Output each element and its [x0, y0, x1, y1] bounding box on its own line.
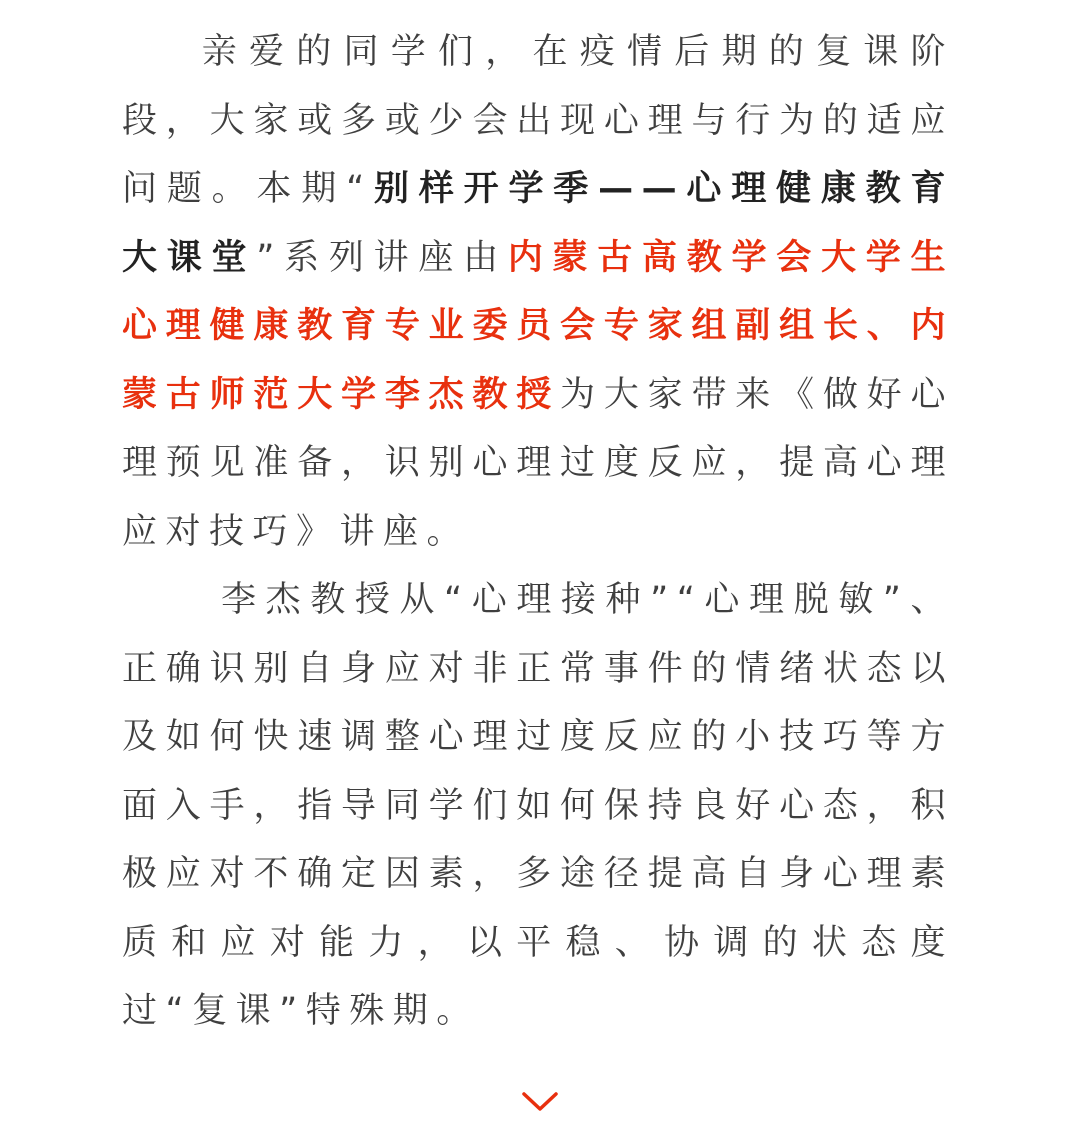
paragraph-intro: [122, 18, 954, 566]
intro-text: 亲爱的同学们，在疫情后期的复课阶段，大家或多或少会出现心理与行为的适应问题。本期“: [122, 32, 954, 209]
chevron-down-icon[interactable]: [521, 1089, 559, 1115]
article-body: [122, 18, 954, 1046]
series-name: 别样开学季——心理健康教育大课堂: [122, 169, 954, 278]
series-suffix-text: ”系列讲座由: [256, 237, 508, 278]
lecture-title-text: 为大家带来《做好心理预见准备，识别心理过度反应，提高心理应对技巧》讲座。: [122, 374, 954, 552]
content-text: 李杰教授从“心理接种”“心理脱敏”、正确识别自身应对非正常事件的情绪状态以及如何快速调整心理过度反应的小技巧等方面入手，指导同学们如何保持良好心态，积极应对不确定因素，多途径提高自身心理素质和应对能力，以平稳、协调的状态度过“复课”特殊期。: [122, 580, 954, 1031]
speaker-highlight: 内蒙古高教学会大学生心理健康教育专业委员会专家组副组长、内蒙古师范大学李杰教授: [122, 237, 954, 415]
paragraph-content: [122, 566, 954, 1046]
